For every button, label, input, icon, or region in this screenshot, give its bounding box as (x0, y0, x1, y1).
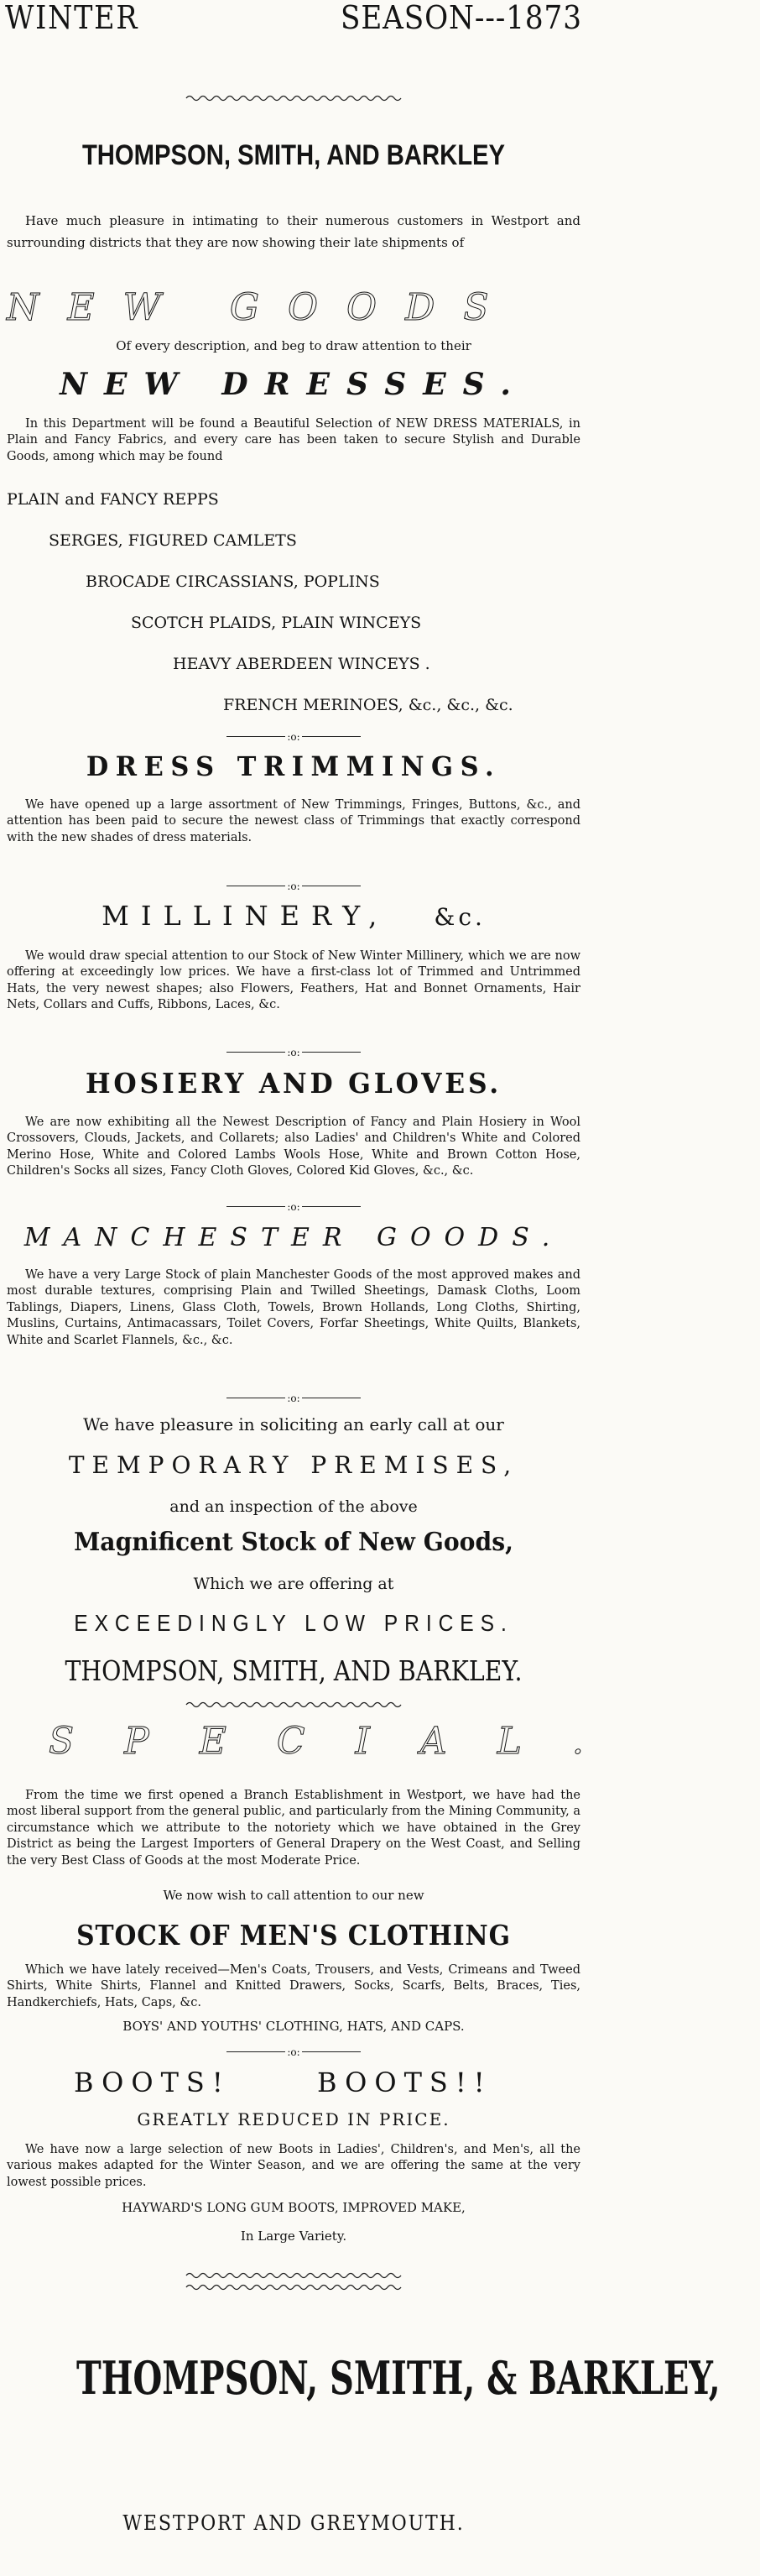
firm-heading: THOMPSON, SMITH, AND BARKLEY (81, 139, 506, 171)
boys-clothing-line: BOYS' AND YOUTHS' CLOTHING, HATS, AND CAPS. (122, 2019, 465, 2034)
dress-item: HEAVY ABERDEEN WINCEYS . (173, 655, 430, 673)
new-goods-title: NEW GOODS (7, 286, 518, 329)
special-title: SPECIAL. (49, 1720, 634, 1763)
season-title (0, 0, 587, 35)
dress-trimmings-heading: DRESS TRIMMINGS. (86, 750, 502, 782)
wavy-divider (186, 2271, 401, 2280)
dress-trimmings-paragraph: We have opened up a large assortment of New Trimmings, Fringes, Buttons, &c., and attention has been paid to secure the newest class of Trimmings that exactly correspond with the new shades of dress materials. (7, 798, 580, 844)
millinery-suffix: &c. (434, 903, 486, 931)
dress-item: PLAIN and FANCY REPPS (7, 490, 219, 509)
section-divider: :o: (0, 1200, 587, 1213)
magnificent-stock: Magnificent Stock of New Goods, (74, 1528, 513, 1557)
section-divider: :o: (0, 1392, 587, 1404)
premises-line-1: We have pleasure in soliciting an early call at our (83, 1414, 504, 1434)
wavy-divider (186, 1701, 401, 1709)
millinery-heading (0, 898, 587, 935)
special-paragraph: From the time we first opened a Branch Establishment in Westport, we have had the most liberal support from the general public, and particularly from the Mining Community, a circumstance which we attribute to the notoriety which we have obtained in the Grey District as being the Largest Importers of General Drapery on the West Coast, and Selling the very Best Class of Goods at the most Moderate Price. (7, 1789, 580, 1868)
footer-firm-name: THOMPSON, SMITH, & BARKLEY, (76, 2351, 721, 2405)
manchester-heading: MANCHESTER GOODS. (23, 1223, 564, 1252)
new-dresses-heading: NEW DRESSES. (60, 367, 528, 402)
boots-paragraph: We have now a large selection of new Boots in Ladies', Children's, and Men's, all the various makes adapted for the Winter Season, and we are offering the same at the very lowest possible prices. (7, 2143, 580, 2189)
hosiery-heading: HOSIERY AND GLOVES. (85, 1067, 502, 1100)
hosiery-paragraph: We are now exhibiting all the Newest Description of Fancy and Plain Hosiery in Wool Crossovers, Clouds, Jackets, and Collarets; also Ladies' and Children's White and Colored Merino Hose, White and Colored Lambs Wools Hose, White and Brown Cotton Hose, Children's Socks all sizes, Fancy Cloth Gloves, Colored Kid Gloves, &c., &c. (7, 1116, 580, 1178)
new-goods-heading (0, 285, 587, 331)
large-variety-line: In Large Variety. (240, 2229, 347, 2244)
title-left: WINTER (5, 0, 139, 36)
dress-item: SERGES, FIGURED CAMLETS (49, 531, 297, 550)
boots-left: BOOTS! (74, 2067, 231, 2098)
boots-right: BOOTS!! (317, 2067, 492, 2098)
millinery-title: MILLINERY, (102, 900, 389, 932)
clothing-intro: We now wish to call attention to our new (163, 1888, 424, 1903)
new-dresses-paragraph: In this Department will be found a Beautiful Selection of NEW DRESS MATERIALS, in Plain and Fancy Fabrics, and every care has been taken to secure Stylish and Durable Goods, among which may be found (7, 417, 580, 463)
low-prices-heading: EXCEEDINGLY LOW PRICES. (74, 1610, 513, 1636)
special-heading (0, 1719, 634, 1764)
gum-boots-line: HAYWARD'S LONG GUM BOOTS, IMPROVED MAKE, (122, 2200, 466, 2215)
section-divider: :o: (0, 730, 587, 743)
premises-line-5: Which we are offering at (193, 1575, 394, 1593)
section-divider: :o: (0, 2046, 587, 2058)
boots-heading (0, 2064, 587, 2101)
premises-heading: TEMPORARY PREMISES, (68, 1451, 519, 1479)
mens-clothing-heading: STOCK OF MEN'S CLOTHING (76, 1919, 511, 1952)
wavy-divider (186, 94, 401, 102)
section-divider: :o: (0, 880, 587, 892)
footer-locations: WESTPORT AND GREYMOUTH. (122, 2511, 465, 2535)
clothing-paragraph: Which we have lately received—Men's Coats, Trousers, and Vests, Crimeans and Tweed Shirts, White Shirts, Flannel and Knitted Drawers, Socks, Scarfs, Belts, Braces, Ties, Handkerchiefs, Hats, Caps, &c. (7, 1963, 580, 2009)
dress-item: SCOTCH PLAIDS, PLAIN WINCEYS (131, 614, 422, 632)
reduced-price-line: GREATLY REDUCED IN PRICE. (137, 2109, 450, 2129)
new-goods-subline: Of every description, and beg to draw attention to their (116, 338, 471, 353)
intro-paragraph: Have much pleasure in intimating to their numerous customers in Westport and surrounding districts that they are now showing their late shipments of (7, 213, 580, 250)
dress-item: BROCADE CIRCASSIANS, POPLINS (86, 572, 380, 591)
dress-item: FRENCH MERINOES, &c., &c., &c. (223, 696, 513, 714)
millinery-paragraph: We would draw special attention to our Stock of New Winter Millinery, which we are now offering at exceedingly low prices. We have a first-class lot of Trimmed and Untrimmed Hats, the very newest shapes; also Flowers, Feathers, Hat and Bonnet Ornaments, Hair Nets, Collars and Cuffs, Ribbons, Laces, &c. (7, 949, 580, 1012)
firm-name-repeat: THOMPSON, SMITH, AND BARKLEY. (65, 1654, 523, 1687)
manchester-paragraph: We have a very Large Stock of plain Manchester Goods of the most approved makes and most durable textures, comprising Plain and Twilled Sheetings, Damask Cloths, Loom Tablings, Diapers, Linens, Glass Cloth, Towels, Brown Hollands, Long Cloths, Shirting, Muslins, Curtains, Antimacassars, Toilet Covers, Forfar Sheetings, White Quilts, Blankets, White and Scarlet Flannels, &c., &c. (7, 1268, 580, 1347)
wavy-divider (186, 2283, 401, 2291)
title-right: SEASON---1873 (341, 0, 582, 36)
section-divider: :o: (0, 1046, 587, 1058)
premises-line-3: and an inspection of the above (169, 1497, 418, 1516)
